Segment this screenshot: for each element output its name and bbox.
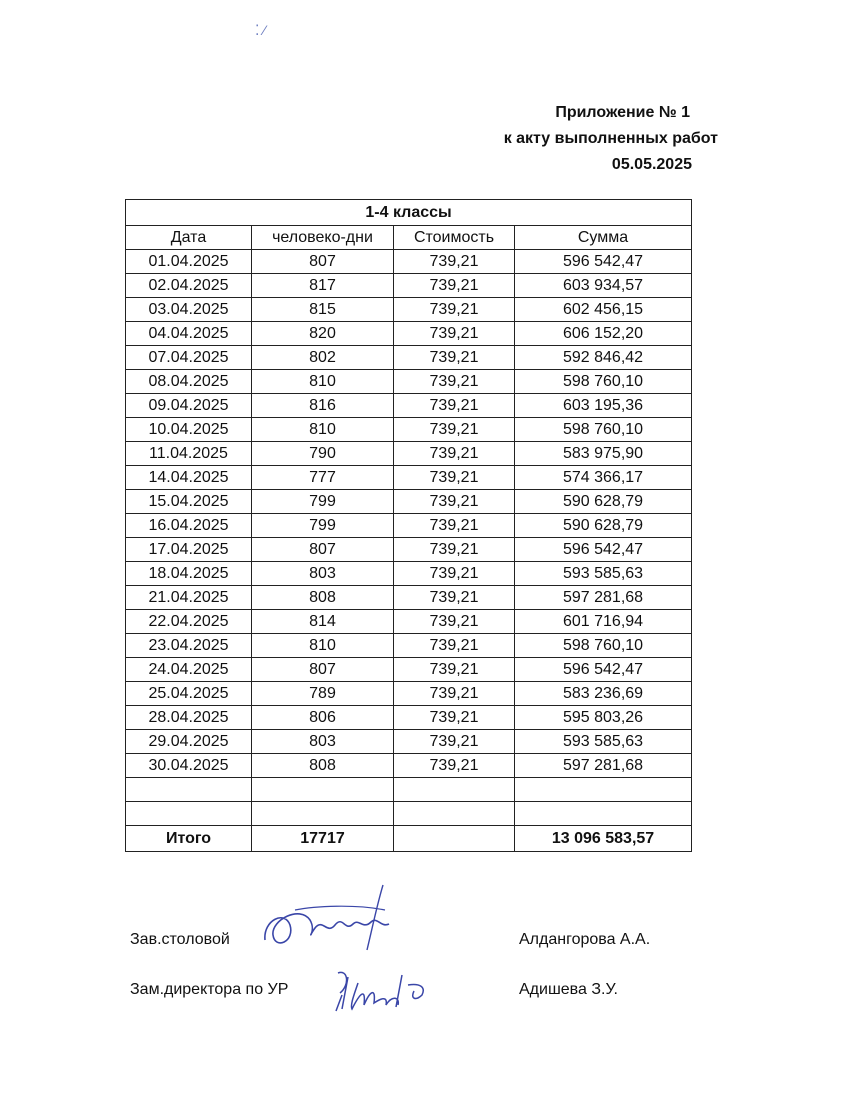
appendix-title: Приложение № 1 <box>555 104 690 121</box>
cell-date: 21.04.2025 <box>126 586 252 610</box>
cell-price: 739,21 <box>394 706 515 730</box>
table-row <box>126 394 692 418</box>
cell-date: 14.04.2025 <box>126 466 252 490</box>
table-header-row <box>126 226 692 250</box>
cell-price: 739,21 <box>394 658 515 682</box>
cell-price: 739,21 <box>394 418 515 442</box>
cell-price: 739,21 <box>394 514 515 538</box>
cell-price: 739,21 <box>394 466 515 490</box>
cell-sum: 595 803,26 <box>515 706 692 730</box>
cell-sum: 583 236,69 <box>515 682 692 706</box>
cell-date: 04.04.2025 <box>126 322 252 346</box>
cell-date: 11.04.2025 <box>126 442 252 466</box>
total-price <box>394 826 515 852</box>
cell-date: 22.04.2025 <box>126 610 252 634</box>
cell-price: 739,21 <box>394 442 515 466</box>
cell-days: 807 <box>252 250 394 274</box>
table-row <box>126 370 692 394</box>
cell-sum: 593 585,63 <box>515 730 692 754</box>
cell-price: 739,21 <box>394 754 515 778</box>
cell-days: 799 <box>252 514 394 538</box>
cell-sum: 602 456,15 <box>515 298 692 322</box>
cell-days: 803 <box>252 730 394 754</box>
cell-sum: 606 152,20 <box>515 322 692 346</box>
signature-role-1: Зав.столовой <box>130 931 230 948</box>
cell-days: 803 <box>252 562 394 586</box>
cell-sum: 592 846,42 <box>515 346 692 370</box>
table-row <box>126 298 692 322</box>
cell-days: 807 <box>252 658 394 682</box>
table-row <box>126 730 692 754</box>
table-row <box>126 466 692 490</box>
cell-days: 820 <box>252 322 394 346</box>
cell-price: 739,21 <box>394 274 515 298</box>
cell-date: 15.04.2025 <box>126 490 252 514</box>
cell-sum: 583 975,90 <box>515 442 692 466</box>
cell-date: 03.04.2025 <box>126 298 252 322</box>
table-row <box>126 250 692 274</box>
cell-days: 815 <box>252 298 394 322</box>
cell-sum: 596 542,47 <box>515 658 692 682</box>
table-row <box>126 682 692 706</box>
cell-sum: 603 934,57 <box>515 274 692 298</box>
cell-days: 802 <box>252 346 394 370</box>
cell-sum: 596 542,47 <box>515 250 692 274</box>
cell-date: 16.04.2025 <box>126 514 252 538</box>
cell-days: 806 <box>252 706 394 730</box>
cell-days: 808 <box>252 754 394 778</box>
cell-sum: 574 366,17 <box>515 466 692 490</box>
cell-sum: 598 760,10 <box>515 418 692 442</box>
table-row <box>126 562 692 586</box>
cell-date: 02.04.2025 <box>126 274 252 298</box>
cell-days: 777 <box>252 466 394 490</box>
cell-days: 789 <box>252 682 394 706</box>
total-label: Итого <box>126 826 252 852</box>
appendix-subtitle: к акту выполненных работ <box>503 130 718 147</box>
cell-days: 799 <box>252 490 394 514</box>
cell-sum: 596 542,47 <box>515 538 692 562</box>
signature-name-1: Алдангорова А.А. <box>519 931 651 948</box>
table-row <box>126 322 692 346</box>
cell-date: 07.04.2025 <box>126 346 252 370</box>
signature-role-2: Зам.директора по УР <box>130 981 289 998</box>
cell-days: 817 <box>252 274 394 298</box>
cell-price: 739,21 <box>394 610 515 634</box>
cell-sum: 598 760,10 <box>515 634 692 658</box>
table-row <box>126 346 692 370</box>
table-row <box>126 610 692 634</box>
cell-date: 08.04.2025 <box>126 370 252 394</box>
cell-date: 28.04.2025 <box>126 706 252 730</box>
total-sum: 13 096 583,57 <box>515 826 692 852</box>
cell-date: 09.04.2025 <box>126 394 252 418</box>
cell-days: 810 <box>252 418 394 442</box>
cell-date: 23.04.2025 <box>126 634 252 658</box>
cell-price: 739,21 <box>394 586 515 610</box>
cell-sum: 597 281,68 <box>515 754 692 778</box>
cell-days: 814 <box>252 610 394 634</box>
cell-price: 739,21 <box>394 562 515 586</box>
empty-row <box>126 802 692 826</box>
cell-sum: 603 195,36 <box>515 394 692 418</box>
total-days: 17717 <box>252 826 394 852</box>
signature-mark-1 <box>255 880 405 960</box>
cell-price: 739,21 <box>394 298 515 322</box>
cell-date: 30.04.2025 <box>126 754 252 778</box>
cell-sum: 597 281,68 <box>515 586 692 610</box>
table-row <box>126 538 692 562</box>
cell-date: 10.04.2025 <box>126 418 252 442</box>
column-header-sum: Сумма <box>515 226 692 250</box>
cell-date: 25.04.2025 <box>126 682 252 706</box>
table-row <box>126 514 692 538</box>
cell-sum: 590 628,79 <box>515 514 692 538</box>
column-header-date: Дата <box>126 226 252 250</box>
cell-date: 24.04.2025 <box>126 658 252 682</box>
table-row <box>126 706 692 730</box>
document-heading <box>503 100 718 178</box>
table-row <box>126 490 692 514</box>
appendix-date: 05.05.2025 <box>611 156 692 173</box>
cell-days: 816 <box>252 394 394 418</box>
cell-days: 810 <box>252 370 394 394</box>
table-row <box>126 754 692 778</box>
cell-date: 18.04.2025 <box>126 562 252 586</box>
table-row <box>126 418 692 442</box>
cell-price: 739,21 <box>394 490 515 514</box>
table-row <box>126 658 692 682</box>
cell-date: 01.04.2025 <box>126 250 252 274</box>
table-row <box>126 274 692 298</box>
cell-price: 739,21 <box>394 538 515 562</box>
cell-days: 807 <box>252 538 394 562</box>
cell-price: 739,21 <box>394 634 515 658</box>
table-row <box>126 586 692 610</box>
table-row <box>126 634 692 658</box>
column-header-days: человеко-дни <box>252 226 394 250</box>
signature-name-2: Адишева З.У. <box>519 981 618 998</box>
cell-price: 739,21 <box>394 370 515 394</box>
cell-price: 739,21 <box>394 730 515 754</box>
cell-price: 739,21 <box>394 682 515 706</box>
cell-price: 739,21 <box>394 322 515 346</box>
cell-price: 739,21 <box>394 250 515 274</box>
cell-days: 808 <box>252 586 394 610</box>
cell-days: 790 <box>252 442 394 466</box>
cell-sum: 593 585,63 <box>515 562 692 586</box>
total-row <box>126 826 692 852</box>
cell-sum: 590 628,79 <box>515 490 692 514</box>
cell-date: 17.04.2025 <box>126 538 252 562</box>
signature-mark-2 <box>330 965 440 1015</box>
column-header-price: Стоимость <box>394 226 515 250</box>
cell-days: 810 <box>252 634 394 658</box>
cell-sum: 601 716,94 <box>515 610 692 634</box>
cell-price: 739,21 <box>394 346 515 370</box>
empty-row <box>126 778 692 802</box>
table-caption: 1-4 классы <box>126 200 692 226</box>
meals-table <box>125 199 692 852</box>
cell-sum: 598 760,10 <box>515 370 692 394</box>
scan-speck: ⁚ ⁄ <box>255 22 266 38</box>
cell-date: 29.04.2025 <box>126 730 252 754</box>
cell-price: 739,21 <box>394 394 515 418</box>
table-row <box>126 442 692 466</box>
